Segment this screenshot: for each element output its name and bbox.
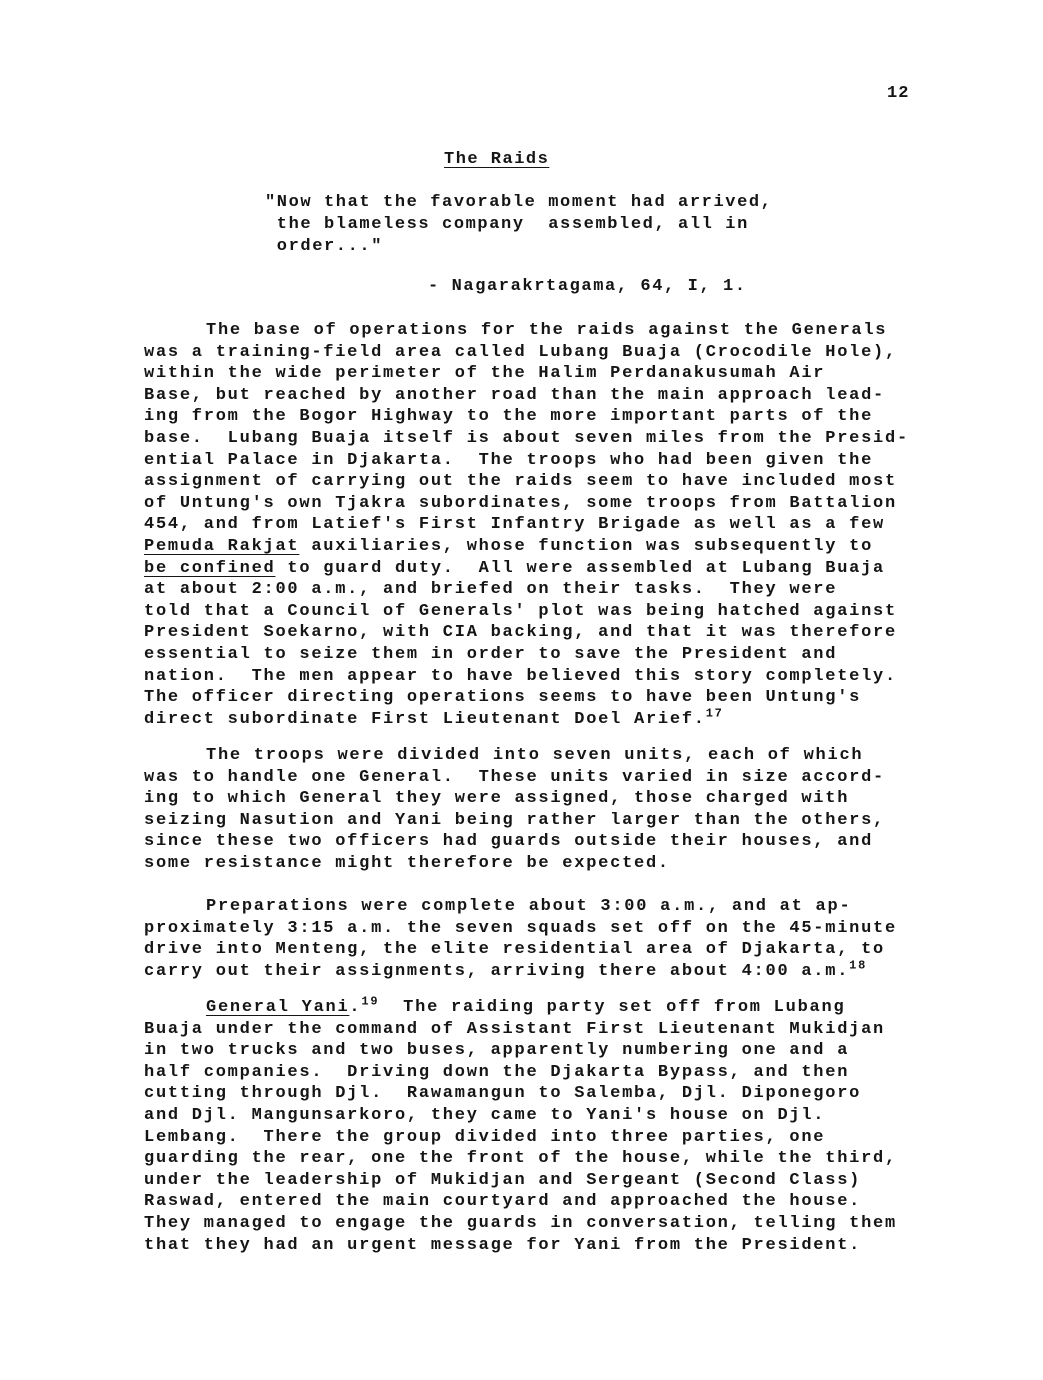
text-line: Lembang. There the group divided into three parties, one xyxy=(144,1127,826,1147)
text-line: told that a Council of Generals' plot was being hatched against xyxy=(144,601,897,621)
text-line: assignment of carrying out the raids seem to have included most xyxy=(144,472,897,492)
text-line: nation. The men appear to have believed this story completely. xyxy=(144,666,897,686)
subsection-heading: General Yani xyxy=(206,998,350,1017)
underlined-term: Pemuda Rakjat xyxy=(144,536,300,556)
text-line: was to handle one General. These units varied in size accord- xyxy=(144,767,886,787)
text-line: They managed to engage the guards in conversation, telling them xyxy=(144,1213,897,1233)
text-fragment: auxiliaries, whose function was subsequently to xyxy=(299,536,874,556)
text-line: that they had an urgent message for Yani from the President. xyxy=(144,1235,862,1255)
epigraph-attribution: - Nagarakrtagama, 64, I, 1. xyxy=(428,277,747,296)
paragraph-troop-units xyxy=(144,745,954,875)
text-line: 454, and from Latief's First Infantry Brigade as well as a few xyxy=(144,515,886,535)
text-line: since these two officers had guards outside their houses, and xyxy=(144,832,874,852)
text-line xyxy=(144,994,954,1019)
text-line: Buaja under the command of Assistant First Lieutenant Mukidjan xyxy=(144,1019,886,1039)
text-line: ing from the Bogor Highway to the more important parts of the xyxy=(144,407,874,427)
text-line: drive into Menteng, the elite residential area of Djakarta, to xyxy=(144,940,886,960)
text-line: was a training-field area called Lubang Buaja (Crocodile Hole), xyxy=(144,342,897,362)
epigraph xyxy=(265,192,865,258)
text-line: half companies. Driving down the Djakarta Bypass, and then xyxy=(144,1062,850,1082)
epigraph-line: "Now that the favorable moment had arrived, xyxy=(265,193,773,212)
text-line: essential to seize them in order to save the President and xyxy=(144,644,838,664)
epigraph-line: the blameless company assembled, all in xyxy=(265,215,749,234)
text-line: within the wide perimeter of the Halim Perdanakusumah Air xyxy=(144,364,826,384)
text-fragment: carry out their assignments, arriving there about 4:00 a.m. xyxy=(144,961,850,981)
text-line: proximately 3:15 a.m. the seven squads set off on the 45-minute xyxy=(144,918,897,938)
paragraph-general-yani xyxy=(144,994,954,1256)
text-line: cutting through Djl. Rawamangun to Salemba, Djl. Diponegoro xyxy=(144,1084,862,1104)
text-line: Raswad, entered the main courtyard and approached the house. xyxy=(144,1192,862,1212)
text-line: of Untung's own Tjakra subordinates, some troops from Battalion xyxy=(144,493,897,513)
text-line: The officer directing operations seems to have been Untung's xyxy=(144,688,862,708)
text-line: under the leadership of Mukidjan and Sergeant (Second Class) xyxy=(144,1170,862,1190)
paragraph-raid-base xyxy=(144,320,954,730)
text-line: at about 2:00 a.m., and briefed on their tasks. They were xyxy=(144,580,838,600)
text-line xyxy=(144,706,954,731)
text-line xyxy=(144,536,954,558)
text-fragment: to guard duty. All were assembled at Lubang Buaja xyxy=(275,558,886,578)
text-fragment: The raiding party set off from Lubang xyxy=(379,998,846,1017)
text-line: in two trucks and two buses, apparently numbering one and a xyxy=(144,1041,850,1061)
footnote-marker: 18 xyxy=(849,958,868,973)
section-title: The Raids xyxy=(444,150,550,169)
text-line: seizing Nasution and Yani being rather larger than the others, xyxy=(144,810,886,830)
text-line: Preparations were complete about 3:00 a.m., and at ap- xyxy=(206,897,852,916)
text-line: The base of operations for the raids against the Generals xyxy=(206,321,888,340)
text-line: The troops were divided into seven units, each of which xyxy=(206,746,864,765)
text-line: guarding the rear, one the front of the house, while the third, xyxy=(144,1149,897,1169)
text-line: and Djl. Mangunsarkoro, they came to Yani's house on Djl. xyxy=(144,1105,826,1125)
text-fragment: . xyxy=(349,998,362,1017)
epigraph-line: order..." xyxy=(265,237,384,256)
underlined-term: be confined xyxy=(144,558,276,578)
text-line xyxy=(144,958,954,983)
text-line: President Soekarno, with CIA backing, and that it was therefore xyxy=(144,623,897,643)
footnote-marker: 19 xyxy=(361,994,380,1009)
text-line: some resistance might therefore be expected. xyxy=(144,853,670,873)
paragraph-preparations xyxy=(144,896,954,982)
text-line: base. Lubang Buaja itself is about seven miles from the Presid- xyxy=(144,428,909,448)
text-line: ing to which General they were assigned, those charged with xyxy=(144,789,850,809)
text-line xyxy=(144,558,954,580)
page-number: 12 xyxy=(887,84,910,103)
text-line: Base, but reached by another road than the main approach lead- xyxy=(144,385,886,405)
text-fragment: direct subordinate First Lieutenant Doel Arief. xyxy=(144,709,706,729)
text-line: ential Palace in Djakarta. The troops who had been given the xyxy=(144,450,874,470)
footnote-marker: 17 xyxy=(705,706,724,721)
